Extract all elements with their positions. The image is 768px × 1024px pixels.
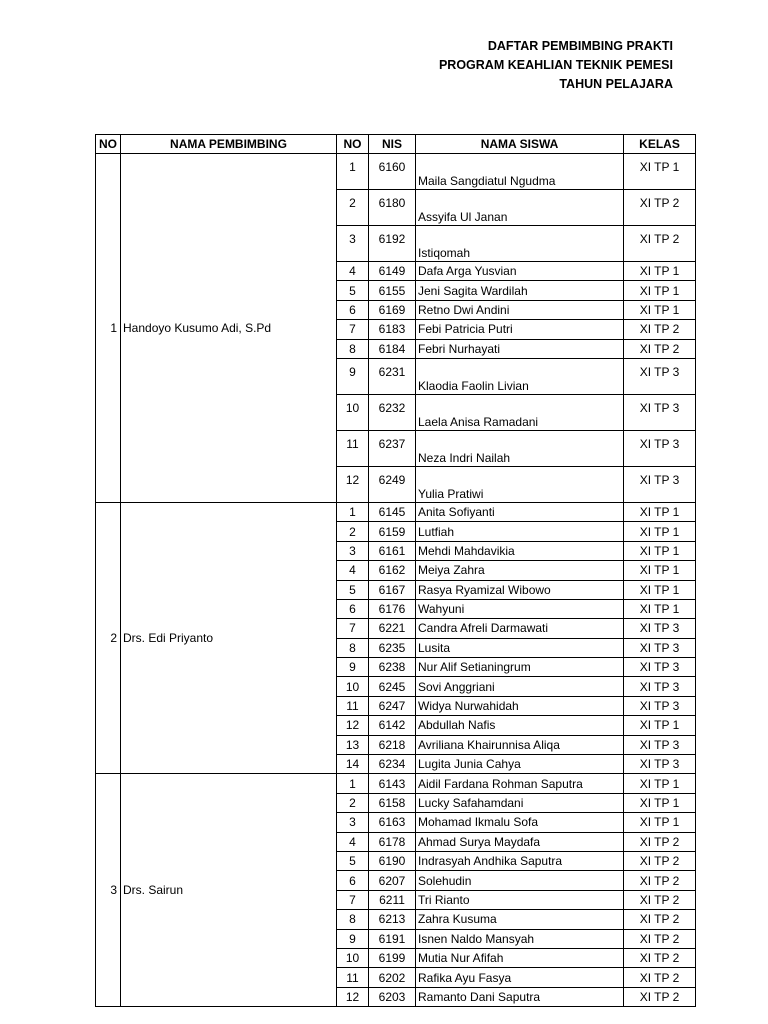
student-nis: 6191	[369, 929, 416, 948]
student-class: XI TP 1	[624, 793, 696, 812]
student-nis: 6211	[369, 890, 416, 909]
student-name: Febi Patricia Putri	[416, 320, 624, 339]
col-header-student-no: NO	[337, 135, 369, 154]
supervisor-name: Drs. Sairun	[121, 774, 337, 1007]
student-name: Maila Sangdiatul Ngudma	[416, 154, 624, 190]
student-class: XI TP 3	[624, 696, 696, 715]
student-number: 12	[337, 987, 369, 1006]
student-class: XI TP 1	[624, 716, 696, 735]
col-header-nis: NIS	[369, 135, 416, 154]
student-nis: 6213	[369, 910, 416, 929]
student-nis: 6169	[369, 300, 416, 319]
col-header-no: NO	[96, 135, 121, 154]
student-number: 8	[337, 638, 369, 657]
student-class: XI TP 3	[624, 466, 696, 502]
student-class: XI TP 3	[624, 638, 696, 657]
student-name: Mutia Nur Afifah	[416, 948, 624, 967]
student-class: XI TP 3	[624, 677, 696, 696]
student-nis: 6232	[369, 394, 416, 430]
supervisor-number: 2	[96, 502, 121, 773]
student-nis: 6180	[369, 190, 416, 226]
student-class: XI TP 2	[624, 320, 696, 339]
student-nis: 6207	[369, 871, 416, 890]
student-name: Ahmad Surya Maydafa	[416, 832, 624, 851]
student-nis: 6142	[369, 716, 416, 735]
student-name: Istiqomah	[416, 226, 624, 262]
student-name: Aidil Fardana Rohman Saputra	[416, 774, 624, 793]
student-nis: 6192	[369, 226, 416, 262]
student-number: 8	[337, 910, 369, 929]
student-nis: 6178	[369, 832, 416, 851]
student-class: XI TP 2	[624, 968, 696, 987]
student-nis: 6245	[369, 677, 416, 696]
student-nis: 6160	[369, 154, 416, 190]
supervisor-number: 3	[96, 774, 121, 1007]
student-nis: 6155	[369, 281, 416, 300]
student-class: XI TP 2	[624, 948, 696, 967]
year-title: TAHUN PELAJARA	[559, 77, 673, 91]
student-number: 11	[337, 968, 369, 987]
student-name: Mehdi Mahdavikia	[416, 541, 624, 560]
student-name: Ramanto Dani Saputra	[416, 987, 624, 1006]
student-number: 11	[337, 696, 369, 715]
table-body	[96, 154, 696, 1007]
student-number: 5	[337, 851, 369, 870]
student-name: Avriliana Khairunnisa Aliqa	[416, 735, 624, 754]
student-name: Rasya Ryamizal Wibowo	[416, 580, 624, 599]
student-nis: 6162	[369, 561, 416, 580]
student-number: 7	[337, 320, 369, 339]
student-name: Yulia Pratiwi	[416, 466, 624, 502]
student-class: XI TP 1	[624, 502, 696, 521]
student-class: XI TP 2	[624, 890, 696, 909]
student-number: 9	[337, 658, 369, 677]
student-name: Assyifa Ul Janan	[416, 190, 624, 226]
student-number: 14	[337, 755, 369, 774]
student-name: Jeni Sagita Wardilah	[416, 281, 624, 300]
student-number: 5	[337, 580, 369, 599]
student-name: Retno Dwi Andini	[416, 300, 624, 319]
student-class: XI TP 2	[624, 190, 696, 226]
col-header-pembimbing: NAMA PEMBIMBING	[121, 135, 337, 154]
student-class: XI TP 1	[624, 580, 696, 599]
student-name: Wahyuni	[416, 599, 624, 618]
student-number: 5	[337, 281, 369, 300]
student-class: XI TP 2	[624, 226, 696, 262]
student-nis: 6238	[369, 658, 416, 677]
student-class: XI TP 3	[624, 658, 696, 677]
supervisor-name: Handoyo Kusumo Adi, S.Pd	[121, 154, 337, 503]
student-number: 13	[337, 735, 369, 754]
student-number: 1	[337, 154, 369, 190]
student-name: Rafika Ayu Fasya	[416, 968, 624, 987]
student-nis: 6176	[369, 599, 416, 618]
student-class: XI TP 1	[624, 561, 696, 580]
student-nis: 6221	[369, 619, 416, 638]
student-number: 2	[337, 522, 369, 541]
student-name: Mohamad Ikmalu Sofa	[416, 813, 624, 832]
table-row	[96, 154, 696, 190]
student-class: XI TP 1	[624, 281, 696, 300]
student-class: XI TP 2	[624, 910, 696, 929]
student-number: 2	[337, 190, 369, 226]
student-class: XI TP 2	[624, 339, 696, 358]
student-name: Dafa Arga Yusvian	[416, 262, 624, 281]
document-title: DAFTAR PEMBIMBING PRAKTI	[487, 39, 673, 53]
student-class: XI TP 2	[624, 987, 696, 1006]
student-number: 10	[337, 677, 369, 696]
student-class: XI TP 3	[624, 430, 696, 466]
student-name: Widya Nurwahidah	[416, 696, 624, 715]
student-nis: 6143	[369, 774, 416, 793]
col-header-kelas: KELAS	[624, 135, 696, 154]
student-class: XI TP 1	[624, 813, 696, 832]
student-name: Lusita	[416, 638, 624, 657]
student-nis: 6249	[369, 466, 416, 502]
student-nis: 6202	[369, 968, 416, 987]
student-number: 8	[337, 339, 369, 358]
student-name: Abdullah Nafis	[416, 716, 624, 735]
student-number: 11	[337, 430, 369, 466]
student-class: XI TP 2	[624, 832, 696, 851]
student-number: 9	[337, 358, 369, 394]
student-name: Febri Nurhayati	[416, 339, 624, 358]
student-class: XI TP 2	[624, 929, 696, 948]
student-class: XI TP 3	[624, 358, 696, 394]
student-number: 10	[337, 394, 369, 430]
student-name: Solehudin	[416, 871, 624, 890]
student-name: Zahra Kusuma	[416, 910, 624, 929]
student-name: Candra Afreli Darmawati	[416, 619, 624, 638]
student-nis: 6149	[369, 262, 416, 281]
student-name: Lugita Junia Cahya	[416, 755, 624, 774]
student-nis: 6235	[369, 638, 416, 657]
student-name: Indrasyah Andhika Saputra	[416, 851, 624, 870]
student-number: 6	[337, 599, 369, 618]
student-name: Klaodia Faolin Livian	[416, 358, 624, 394]
student-class: XI TP 2	[624, 871, 696, 890]
student-class: XI TP 3	[624, 394, 696, 430]
student-number: 7	[337, 890, 369, 909]
student-number: 1	[337, 502, 369, 521]
student-class: XI TP 3	[624, 755, 696, 774]
student-number: 7	[337, 619, 369, 638]
student-number: 6	[337, 300, 369, 319]
student-name: Nur Alif Setianingrum	[416, 658, 624, 677]
student-class: XI TP 1	[624, 300, 696, 319]
student-name: Meiya Zahra	[416, 561, 624, 580]
student-nis: 6190	[369, 851, 416, 870]
student-number: 2	[337, 793, 369, 812]
student-number: 12	[337, 716, 369, 735]
student-nis: 6203	[369, 987, 416, 1006]
student-class: XI TP 1	[624, 541, 696, 560]
student-number: 3	[337, 541, 369, 560]
student-class: XI TP 2	[624, 851, 696, 870]
student-name: Isnen Naldo Mansyah	[416, 929, 624, 948]
student-class: XI TP 1	[624, 262, 696, 281]
supervisor-number: 1	[96, 154, 121, 503]
student-nis: 6158	[369, 793, 416, 812]
student-name: Laela Anisa Ramadani	[416, 394, 624, 430]
student-class: XI TP 1	[624, 774, 696, 793]
student-number: 12	[337, 466, 369, 502]
student-nis: 6159	[369, 522, 416, 541]
student-nis: 6218	[369, 735, 416, 754]
col-header-nama-siswa: NAMA SISWA	[416, 135, 624, 154]
supervisor-table	[95, 134, 696, 1007]
table-header-row	[96, 135, 696, 154]
student-number: 9	[337, 929, 369, 948]
student-name: Sovi Anggriani	[416, 677, 624, 696]
student-name: Lutfiah	[416, 522, 624, 541]
student-number: 4	[337, 561, 369, 580]
table-row	[96, 774, 696, 793]
supervisor-name: Drs. Edi Priyanto	[121, 502, 337, 773]
student-class: XI TP 3	[624, 735, 696, 754]
student-name: Neza Indri Nailah	[416, 430, 624, 466]
student-number: 3	[337, 226, 369, 262]
student-nis: 6145	[369, 502, 416, 521]
student-number: 6	[337, 871, 369, 890]
student-class: XI TP 1	[624, 599, 696, 618]
student-number: 10	[337, 948, 369, 967]
student-class: XI TP 1	[624, 154, 696, 190]
student-number: 4	[337, 262, 369, 281]
student-number: 1	[337, 774, 369, 793]
student-nis: 6167	[369, 580, 416, 599]
student-nis: 6161	[369, 541, 416, 560]
program-title: PROGRAM KEAHLIAN TEKNIK PEMESI	[438, 58, 673, 72]
student-name: Lucky Safahamdani	[416, 793, 624, 812]
student-nis: 6184	[369, 339, 416, 358]
table-row	[96, 502, 696, 521]
student-nis: 6231	[369, 358, 416, 394]
student-name: Tri Rianto	[416, 890, 624, 909]
student-nis: 6183	[369, 320, 416, 339]
student-class: XI TP 3	[624, 619, 696, 638]
student-number: 4	[337, 832, 369, 851]
student-name: Anita Sofiyanti	[416, 502, 624, 521]
student-nis: 6247	[369, 696, 416, 715]
student-number: 3	[337, 813, 369, 832]
student-nis: 6199	[369, 948, 416, 967]
student-class: XI TP 1	[624, 522, 696, 541]
student-nis: 6234	[369, 755, 416, 774]
student-nis: 6163	[369, 813, 416, 832]
student-nis: 6237	[369, 430, 416, 466]
